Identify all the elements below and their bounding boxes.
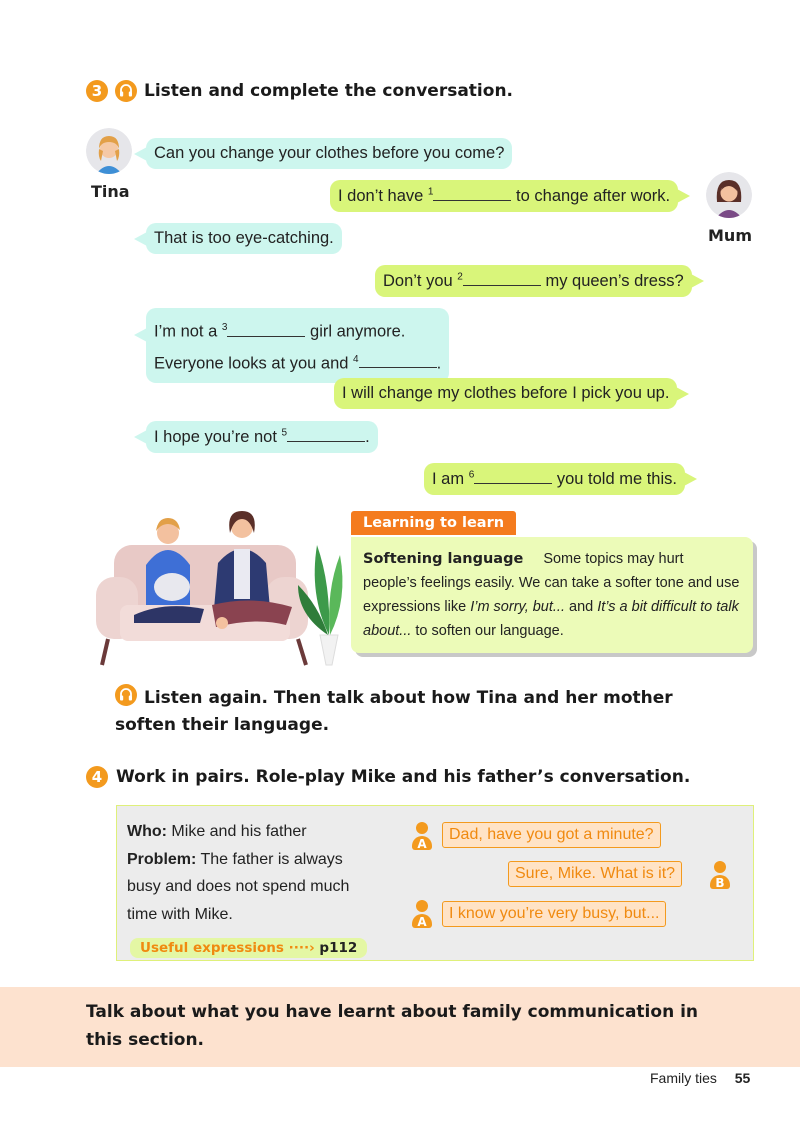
- answer-blank-4[interactable]: [359, 353, 437, 368]
- dialogue-line-2: [330, 180, 678, 212]
- dialogue-text: .: [365, 428, 370, 446]
- speaker-b-letter: B: [710, 875, 730, 889]
- section-number-badge: 3: [86, 80, 108, 102]
- dialogue-line-3: [146, 223, 342, 254]
- speech-a-1: Dad, have you got a minute?: [442, 822, 661, 848]
- problem-text: The father is always busy and does not spend much time with Mike.: [127, 850, 350, 923]
- learning-example: It’s a bit difficult to talk about...: [363, 599, 739, 639]
- dialogue-text: That is too eye-catching.: [154, 229, 334, 247]
- useful-page-ref: p112: [319, 940, 358, 956]
- dialogue-text: to change after work.: [511, 187, 671, 205]
- speaker-a-letter: A: [412, 836, 432, 850]
- dialogue-line-1: [146, 138, 512, 169]
- section-3-instruction: Listen and complete the conversation.: [144, 81, 514, 101]
- dialogue-text: you told me this.: [552, 470, 677, 488]
- dialogue-text: .: [436, 354, 442, 372]
- useful-expressions-label: Useful expressions: [140, 940, 284, 956]
- learning-to-learn-box: [351, 537, 753, 653]
- dialogue-line-5: [146, 308, 449, 383]
- dialogue-line-6: [334, 378, 677, 409]
- tina-avatar: [86, 128, 132, 174]
- speaker-b-icon: [707, 861, 733, 893]
- page-footer: [650, 1070, 750, 1086]
- speaker-a-icon: [410, 900, 434, 932]
- answer-blank-3[interactable]: [227, 322, 305, 337]
- learning-to-learn-tab: Learning to learn: [351, 511, 516, 535]
- page-number: 55: [734, 1070, 751, 1086]
- answer-blank-1[interactable]: [433, 186, 511, 201]
- answer-blank-2[interactable]: [463, 271, 541, 286]
- blank-number: 6: [468, 469, 475, 481]
- answer-blank-6[interactable]: [474, 469, 552, 484]
- speaker-label-tina: Tina: [91, 182, 130, 201]
- who-text: Mike and his father: [166, 823, 307, 840]
- blank-number: 3: [221, 322, 228, 333]
- blank-number: 2: [457, 271, 463, 283]
- dialogue-text: I’m not a: [154, 322, 222, 341]
- learning-text: Some topics may hurt people’s feelings easily. We can take a softer tone and use expressions like: [363, 551, 740, 615]
- learning-text: and: [565, 599, 598, 615]
- softening-language-title: Softening language: [363, 551, 524, 567]
- dialogue-text: my queen’s dress?: [540, 272, 684, 290]
- dialogue-line-8: [424, 463, 685, 495]
- arrow-icon: ····›: [288, 940, 315, 956]
- section-4-instruction: Work in pairs. Role-play Mike and his father’s conversation.: [116, 767, 691, 787]
- summary-task: Talk about what you have learnt about family communication in this section.: [86, 1002, 699, 1050]
- dialogue-text: girl anymore.: [305, 322, 406, 341]
- unit-title: Family ties: [650, 1070, 717, 1086]
- speaker-a-icon: [410, 822, 434, 854]
- family-sofa-illustration: [94, 505, 356, 675]
- dialogue-text: Everyone looks at you and: [154, 354, 354, 372]
- blank-number: 1: [427, 186, 434, 198]
- useful-expressions-link[interactable]: [130, 938, 367, 958]
- dialogue-text: I hope you’re not: [154, 428, 282, 446]
- blank-number: 4: [353, 353, 359, 365]
- dialogue-text: I don’t have: [338, 187, 428, 205]
- dialogue-text: Can you change your clothes before you come?: [154, 144, 505, 162]
- dialogue-line-7: [146, 421, 378, 453]
- role-play-info: [127, 818, 377, 928]
- dialogue-line-4: [375, 265, 692, 297]
- section-number-badge: 4: [86, 766, 108, 788]
- who-label: Who:: [127, 823, 167, 840]
- listen-again-instruction: Listen again. Then talk about how Tina and her mother soften their language.: [115, 688, 673, 735]
- speech-b-1: Sure, Mike. What is it?: [508, 861, 682, 887]
- problem-label: Problem:: [127, 850, 197, 868]
- mum-avatar: [706, 172, 752, 218]
- speaker-a-letter: A: [412, 914, 432, 928]
- learning-text: to soften our language.: [411, 623, 564, 639]
- speech-a-2: I know you’re very busy, but...: [442, 901, 666, 927]
- answer-blank-5[interactable]: [287, 427, 365, 442]
- dialogue-text: I will change my clothes before I pick you up.: [342, 384, 670, 402]
- dialogue-text: Don’t you: [383, 272, 458, 290]
- learning-example: I’m sorry, but...: [470, 599, 565, 615]
- blank-number: 5: [281, 427, 288, 439]
- headphones-icon[interactable]: [115, 80, 137, 102]
- speaker-label-mum: Mum: [708, 226, 752, 245]
- dialogue-text: I am: [432, 470, 469, 488]
